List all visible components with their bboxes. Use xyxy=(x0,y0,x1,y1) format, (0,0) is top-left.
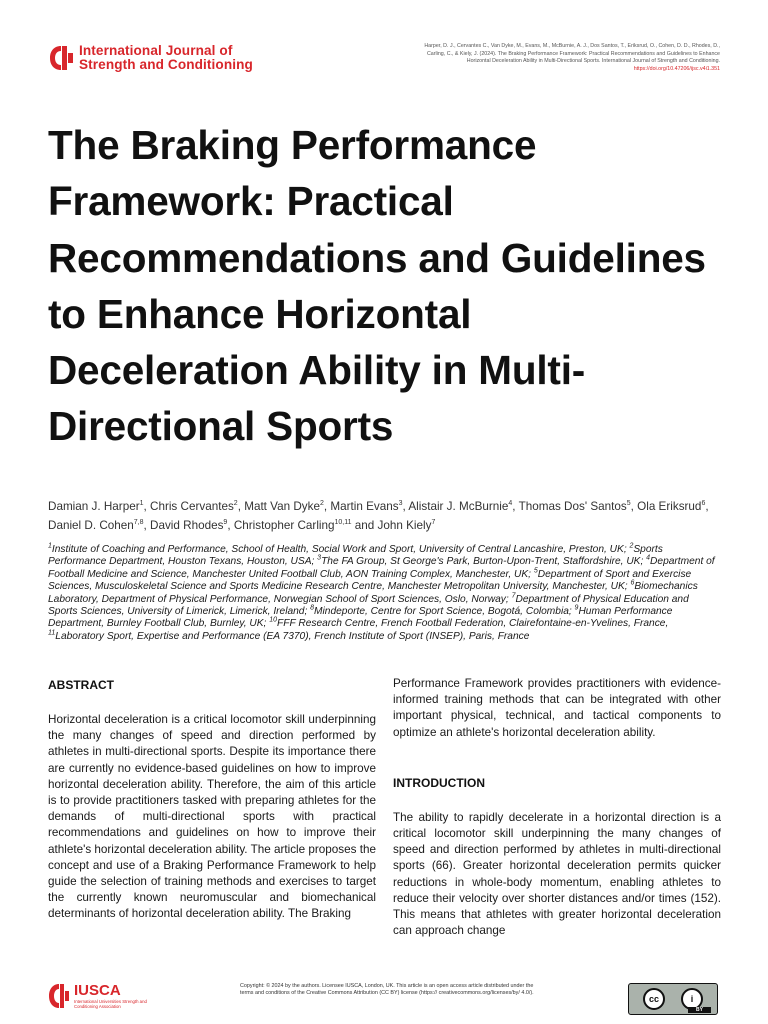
iusca-logo-icon xyxy=(48,983,70,1009)
author-affiliation-marker: 3 xyxy=(398,500,403,508)
affiliation-marker: 7 xyxy=(511,592,516,600)
affiliation-marker: 10 xyxy=(269,617,278,625)
journal-logo xyxy=(48,44,253,72)
author-separator: , xyxy=(630,500,638,513)
author-separator: , xyxy=(143,500,150,513)
affiliation-text: Institute of Coaching and Performance, School of Health, Social Work and Sport, University of Central Lancashire, Preston, UK; xyxy=(51,544,630,555)
right-column xyxy=(393,676,721,939)
author-affiliation-marker: 6 xyxy=(701,500,706,508)
iusca-brand-subtitle: International Universities Strength and Conditioning Association xyxy=(74,999,147,1009)
journal-name xyxy=(79,44,253,72)
author-separator: , xyxy=(323,500,331,513)
affiliation-text: Human Performance Department, Burnley Football Club, Burnley, UK; xyxy=(48,606,673,630)
affiliation-text: Department of Football Medicine and Science, Manchester United Football Club, AON Training Complex, Manchester, UK; xyxy=(48,556,715,580)
author-affiliation-marker: 5 xyxy=(626,500,631,508)
journal-logo-icon xyxy=(48,44,74,72)
abstract-text-continued: Performance Framework provides practitioners with evidence-informed training methods that can be integrated with other important physical, technical, and tactical components to optimize an athlete's horizontal deceleration ability. xyxy=(393,677,721,739)
journal-name-line2: Strength and Conditioning xyxy=(79,57,253,72)
author-affiliation-marker: 9 xyxy=(223,519,228,527)
author-affiliation-marker: 7 xyxy=(431,519,436,527)
affiliation-text: Sports Performance Department, Houston Texans, Houston, USA; xyxy=(48,544,663,568)
cc-icon: cc xyxy=(643,988,665,1010)
citation-text: Harper, D. J., Cervantes C., Van Dyke, M., Evans, M., McBurnie, A. J., Dos Santos, T., Eriksrud, O., Cohen, D. D., Rhodes, D., Carling, C., & Kiely, J. (2024). The Braking Performance Framework: Practical Recommendations and Guidelines to Enhance Horizontal Deceleration Ability in Multi-Directional Sports. International Journal of Strength and Conditioning. xyxy=(424,43,720,65)
iusca-brand: IUSCA xyxy=(74,982,121,999)
author-separator: , xyxy=(237,500,245,513)
author-separator: and xyxy=(351,519,378,532)
author-separator: , xyxy=(512,500,519,513)
abstract-heading: ABSTRACT xyxy=(48,678,114,692)
author-separator: , xyxy=(227,519,234,532)
author-name: David Rhodes xyxy=(150,519,224,532)
affiliation-marker: 8 xyxy=(310,604,315,612)
copyright-notice: Copyright: © 2024 by the authors. Licensee IUSCA, London, UK. This article is an open access article distributed under the terms and conditions of the Creative Commons Attribution (CC BY) license (https:// creativecommons.org/licenses/by/ 4.0/). xyxy=(240,983,534,997)
author-separator: , xyxy=(143,519,150,532)
introduction-text: The ability to rapidly decelerate in a horizontal direction is a critical locomotor skill underpinning the many changes of speed and direction performed by athletes in multi-directional sports (66). Greater horizontal deceleration permits quicker reductions in whole-body momentum, enabling athletes to reduce their velocity over shorter distances and/or times (152). This means that athletes with greater horizontal deceleration can approach change xyxy=(393,810,721,938)
author-affiliation-marker: 10,11 xyxy=(334,519,352,527)
author-name: Matt Van Dyke xyxy=(244,500,320,513)
citation-block xyxy=(415,43,720,73)
affiliation-marker: 6 xyxy=(630,579,635,587)
affiliation-marker: 11 xyxy=(48,629,56,637)
abstract-text: Horizontal deceleration is a critical locomotor skill underpinning the many changes of speed and direction performed by athletes in multi-directional sports. Despite its importance there are currently no evidence-based guidelines on how to improve horizontal deceleration ability. Therefore, the aim of this article is to provide practitioners tasked with preparing athletes for the demands of multi-directional sports with practical recommendations and guidelines on how to improve their athlete's horizontal deceleration ability. The article proposes the concept and use of a Braking Performance Framework to help guide the selection of training methods and exercises to target the currently known neuromuscular and biomechanical determinants of horizontal deceleration ability. The Braking xyxy=(48,713,376,921)
author-name: John Kiely xyxy=(377,519,432,532)
affiliation-text: Laboratory Sport, Expertise and Performance (EA 7370), French Institute of Sport (INSEP), Paris, France xyxy=(55,630,530,642)
affiliation-text: The FA Group, St George's Park, Burton-Upon-Trent, Staffordshire, UK; xyxy=(321,556,647,568)
person-icon: i xyxy=(681,988,703,1010)
affiliation-marker: 4 xyxy=(646,555,651,563)
affiliation-text: FFF Research Centre, French Football Federation, Clairefontaine-en-Yvelines, France, xyxy=(277,618,669,630)
author-affiliation-marker: 7,8 xyxy=(133,519,144,527)
cc-by-label: BY xyxy=(688,1007,711,1013)
abstract-section xyxy=(48,676,376,923)
article-title: The Braking Performance Framework: Practical Recommendations and Guidelines to Enhance Horizontal Deceleration Ability in Multi-Directional Sports xyxy=(48,122,706,450)
author-affiliation-marker: 1 xyxy=(139,500,144,508)
journal-name-line1: International Journal of xyxy=(79,43,233,58)
doi-link[interactable]: https://doi.org/10.47206/ijsc.v4i1.351 xyxy=(633,65,720,72)
affiliation-marker: 9 xyxy=(574,604,579,612)
affiliation-text: Department of Physical Education and Sports Sciences, University of Limerick, Limerick, Ireland; xyxy=(48,593,689,618)
author-name: Alistair J. McBurnie xyxy=(408,500,509,513)
introduction-heading: INTRODUCTION xyxy=(393,775,485,790)
author-affiliation-marker: 2 xyxy=(319,500,324,508)
author-name: Thomas Dos' Santos xyxy=(518,500,627,513)
cc-by-license-badge[interactable] xyxy=(628,983,718,1015)
affiliation-text: Department of Sport and Exercise Sciences, Musculoskeletal Science and Sports Medicine Research Centre, Manchester Metropolitan University, Manchester, UK; xyxy=(48,568,692,593)
affiliation-marker: 2 xyxy=(629,542,634,550)
author-name: Chris Cervantes xyxy=(150,500,234,513)
author-list xyxy=(48,497,720,535)
affiliation-marker: 3 xyxy=(317,555,322,563)
author-affiliation-marker: 2 xyxy=(233,500,238,508)
author-name: Damian J. Harper xyxy=(48,500,140,513)
author-affiliation-marker: 4 xyxy=(508,500,513,508)
iusca-logo xyxy=(48,983,164,1009)
affiliation-marker: 5 xyxy=(533,567,538,575)
author-name: Ola Eriksrud xyxy=(637,500,702,513)
author-separator: , xyxy=(402,500,409,513)
affiliation-text: Mindeporte, Centre for Sport Science, Bogotá, Colombia; xyxy=(314,606,575,618)
author-name: Christopher Carling xyxy=(233,519,335,532)
author-name: Martin Evans xyxy=(330,500,399,513)
affiliation-marker: 1 xyxy=(48,542,52,550)
author-separator: , xyxy=(705,500,709,513)
affiliation-text: Biomechanics Laboratory, Department of Physical Performance, Norwegian School of Sport Sciences, Oslo, Norway; xyxy=(48,581,698,605)
affiliations xyxy=(48,544,720,643)
author-name: Daniel D. Cohen xyxy=(48,519,134,532)
